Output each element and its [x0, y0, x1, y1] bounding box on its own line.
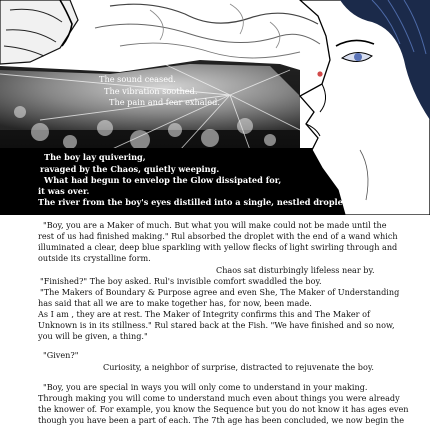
body-line: "The Makers of Boundary & Purpose agree and even She, The Maker of Understanding: [40, 287, 400, 297]
body-line: "Boy, you are a Maker of much. But what you will make could not be made until the: [43, 220, 387, 230]
body-line: rest of us had finished making." Rul absorbed the droplet with the end of a wand which: [38, 231, 398, 241]
body-line: "Given?": [43, 350, 79, 360]
caption-line: The pain and fear exhaled.: [109, 97, 220, 107]
body-line: "Finished?" The boy asked. Rul's invisible comfort swaddled the boy.: [40, 276, 322, 286]
body-line: the knower of. For example, you know the Sequence but you do not know it has ages even: [38, 404, 409, 414]
body-line: Chaos sat disturbingly lifeless near by.: [216, 265, 375, 275]
caption-line: The river from the boy's eyes distilled into a single, nestled droplet.: [38, 197, 350, 207]
body-line: you will be given, a thing.": [38, 331, 148, 341]
body-text: [0, 216, 430, 430]
body-line: illuminated a clear, deep blue sparkling with yellow flecks of light swirling through and: [38, 242, 398, 252]
body-line: has said that all we are to make together has, for now, been made.: [38, 298, 312, 308]
caption-line: it was over.: [38, 186, 90, 196]
body-line: outside its crystalline form.: [38, 253, 151, 263]
caption-line: ravaged by the Chaos, quietly weeping.: [40, 164, 220, 174]
body-line: Curiosity, a neighbor of surprise, distracted to rejuvenate the boy.: [103, 362, 374, 372]
caption-line: What had begun to envelop the Glow dissipated for,: [44, 175, 282, 185]
body-line: though you have been a part of each. The 7th age has been concluded, we now begin the: [38, 415, 405, 425]
caption-line: The vibration soothed.: [104, 86, 198, 96]
caption-line: The sound ceased.: [99, 74, 176, 84]
body-line: "Boy, you are special in ways you will only come to understand in your making.: [43, 382, 368, 392]
body-line: As I am , they are at rest. The Maker of Integrity confirms this and The Maker of: [38, 309, 370, 319]
body-line: Through making you will come to understand much even about things you were already: [38, 393, 400, 403]
body-line: Unknown is in its stillness." Rul stared back at the Fish. "We have finished and so now,: [38, 320, 395, 330]
caption-line: The boy lay quivering,: [44, 152, 146, 162]
